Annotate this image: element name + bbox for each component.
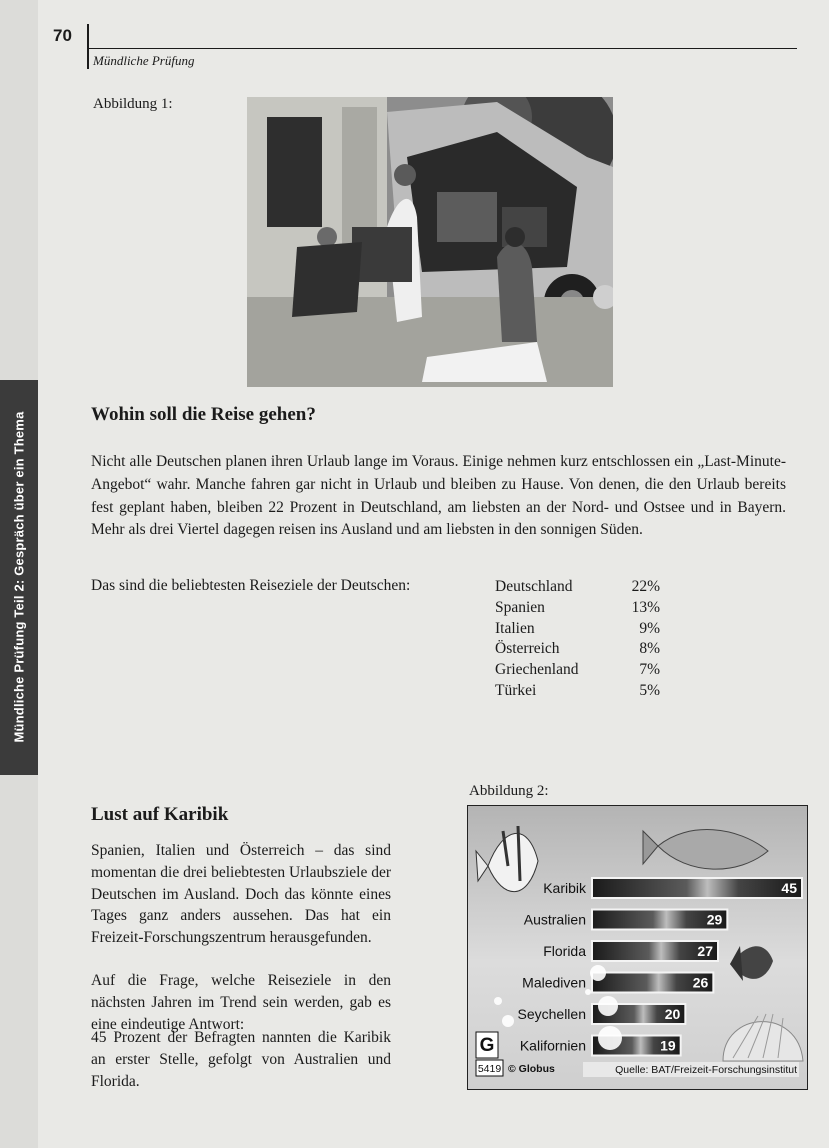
header-divider-vertical — [87, 24, 89, 69]
figure2-label: Abbildung 2: — [469, 783, 549, 799]
chart-id: 5419 — [477, 1063, 502, 1075]
photo-illustration — [247, 97, 613, 387]
destination-name: Spanien — [495, 598, 545, 616]
bar-value-label: 20 — [664, 1006, 681, 1022]
section-title: Mündliche Prüfung — [93, 53, 195, 68]
article2-paragraph-3: 45 Prozent der Befragten nannten die Karibik an erster Stelle, gefolgt von Australien und Florida. — [91, 1029, 391, 1090]
bubble-decoration — [585, 989, 591, 995]
bar-value-label: 19 — [660, 1037, 676, 1054]
header-rule — [87, 48, 797, 49]
article1-body: Nicht alle Deutschen planen ihren Urlaub lange im Voraus. Einige nehmen kurz entschlossen ein „Last-Minute-Angebot“ wahr. Manche fahren gar nicht in Urlaub und bleiben zu Hause. Von denen, die den Urlaub bereits fest geplant haben, bleiben 22 Prozent in Deutschland, am liebsten an der Nord- und Ostsee und in Bayern. Mehr als drei Viertel dagegen reisen ins Ausland und am liebsten in den sonnigen Süden. — [91, 453, 786, 539]
bubble-decoration — [598, 996, 618, 1016]
destination-percent: 8% — [639, 640, 660, 658]
destination-name: Griechenland — [495, 661, 579, 679]
bar-value-label: 45 — [781, 880, 797, 896]
bar-karibik — [593, 879, 801, 897]
article2-heading: Lust auf Karibik — [91, 804, 229, 825]
bubble-decoration — [598, 1026, 622, 1050]
figure1-photo — [247, 97, 613, 387]
destination-percent: 22% — [631, 578, 660, 595]
list-item — [495, 639, 660, 660]
bar-category-label: Seychellen — [517, 1006, 586, 1022]
bar-category-label: Florida — [543, 943, 586, 959]
destination-name: Türkei — [495, 681, 537, 699]
bar-category-label: Karibik — [543, 880, 586, 896]
bar-value-label: 27 — [697, 943, 713, 959]
destination-name: Italien — [495, 619, 535, 637]
article1-heading: Wohin soll die Reise gehen? — [91, 404, 316, 425]
bar-category-label: Kalifornien — [519, 1037, 586, 1054]
globus-brand: © Globus — [508, 1063, 555, 1075]
list-item — [495, 619, 660, 640]
bubble-decoration — [590, 965, 606, 981]
destination-percent: 5% — [639, 681, 660, 699]
page-number: 70 — [53, 26, 72, 45]
destination-percent: 13% — [631, 598, 660, 616]
list-item — [495, 598, 660, 619]
bar-chart — [468, 806, 807, 1089]
list-item — [495, 577, 660, 598]
bar-value-label: 29 — [706, 911, 723, 928]
sidebar-chapter-label: Mündliche Prüfung Teil 2: Gespräch über ein Thema — [11, 411, 27, 743]
list-item — [495, 681, 660, 702]
bar-category-label: Malediven — [522, 974, 586, 991]
bubble-decoration — [502, 1015, 514, 1027]
logo-badge — [476, 1032, 498, 1058]
bar-value-label: 26 — [692, 974, 709, 991]
list-item — [495, 660, 660, 681]
figure2-chart — [467, 805, 808, 1090]
destination-name: Deutschland — [495, 578, 573, 595]
destinations-intro: Das sind die beliebtesten Reiseziele der Deutschen: — [91, 577, 411, 594]
destinations-list — [495, 577, 660, 702]
bar-category-label: Australien — [523, 911, 586, 928]
logo-letter: G — [479, 1035, 495, 1056]
chart-source: Quelle: BAT/Freizeit-Forschungsinstitut — [615, 1064, 797, 1076]
destination-name: Österreich — [495, 640, 560, 658]
article2-paragraph-2: Auf die Frage, welche Reiseziele in den nächsten Jahren im Trend sein werden, gab es eine eindeutige Antwort: — [91, 972, 391, 1033]
figure1-label: Abbildung 1: — [93, 96, 173, 112]
destination-percent: 9% — [639, 619, 660, 637]
bubble-decoration — [494, 997, 502, 1005]
article2-paragraph-1: Spanien, Italien und Österreich – das sind momentan die drei beliebtesten Urlaubsziele der Deutschen im Ausland. Doch das könnte eines Tages ganz anders aussehen. Das hat ein Freizeit-Forschungszentrum herausgefunden. — [91, 842, 391, 947]
destination-percent: 7% — [639, 661, 660, 679]
